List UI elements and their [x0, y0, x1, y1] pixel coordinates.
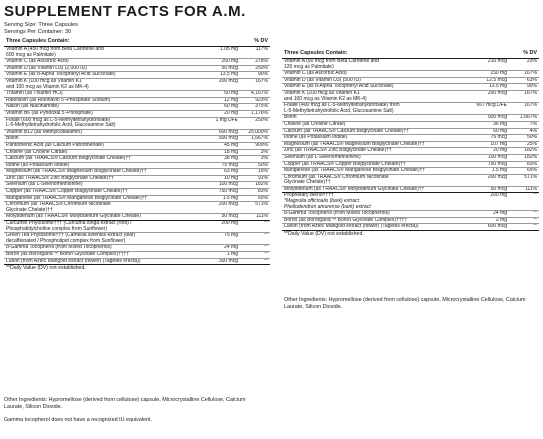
- nutrient-name: [4, 104, 202, 110]
- nutrient-dv: 50%: [526, 135, 537, 141]
- nutrient-amount: 150 mg: [490, 71, 507, 77]
- nutrient-name: [282, 122, 469, 128]
- nutrient-row: [282, 211, 539, 218]
- nutrient-name: [4, 130, 202, 136]
- nutrient-row: [4, 136, 270, 143]
- nutrient-row: [4, 196, 270, 203]
- nutrient-dv: 278%: [255, 59, 268, 65]
- nutrient-name: [4, 245, 202, 251]
- nutrient-name: [4, 259, 202, 265]
- nutrient-dv: 3%: [260, 149, 268, 155]
- nutrient-name-line: Vitamin A (90 mcg from Beta Carotene and: [284, 59, 379, 64]
- nutrient-row: [4, 111, 270, 118]
- nutrient-dv: 15%: [257, 169, 268, 175]
- nutrient-name: [282, 129, 469, 135]
- nutrient-name-line: and 100 mcg as Vitamin K2 as MK-4): [6, 83, 89, 90]
- nutrient-name-line: 600 mcg as Palmitate): [6, 51, 56, 58]
- nutrient-name: [282, 115, 469, 121]
- nutrient-row: [4, 163, 270, 170]
- nutrient-name: [282, 187, 469, 193]
- nutrient-amount: 750 mcg: [218, 189, 238, 195]
- nutrient-name: [282, 71, 469, 77]
- nutrient-row: [4, 176, 270, 183]
- left-footnote: **Daily Value (DV) not established.: [6, 265, 86, 272]
- nutrient-dv: 167%: [524, 71, 537, 77]
- nutrient-dv: 65%: [257, 195, 268, 201]
- nutrient-name-line: Vitamin K (100 mcg as Vitamin K1: [284, 90, 360, 96]
- nutrient-name: [4, 169, 202, 175]
- nutrient-name-line: 120 mcg as Palmitate): [284, 63, 334, 70]
- nutrient-row: [282, 175, 539, 187]
- nutrient-dv: 4,167%: [251, 91, 268, 97]
- nutrient-name-line: d-Gamma Tocopherol (from Mixed Tocopherols): [6, 245, 112, 251]
- nutrient-name-line: Zinc (as TRAACS® Zinc Bisglycinate Chelate)††: [6, 175, 114, 181]
- nutrient-row: [4, 59, 270, 66]
- nutrient-name: [282, 168, 469, 174]
- nutrient-row: [282, 155, 539, 162]
- nutrient-row: [4, 143, 270, 150]
- nutrient-row: [282, 162, 539, 169]
- nutrient-amount: 107 mg: [490, 141, 507, 147]
- nutrient-name: [282, 84, 469, 90]
- nutrient-amount: 1 mg DFE: [215, 117, 238, 123]
- left-other-ingredients: Other Ingredients: Hypromellose (derived from cellulose) capsule, Microcrystalline Cellulose, Calcium Laurate, Silicon Dioxide.: [4, 397, 246, 410]
- nutrient-row: [282, 78, 539, 85]
- nutrient-row: [282, 71, 539, 78]
- nutrient-name-line: Molybdenum (as TRAACS® Molybdenum Glycinate Chelate)††: [284, 186, 425, 192]
- nutrient-amount: 250 mg: [221, 59, 238, 65]
- nutrient-dv: **: [264, 252, 268, 257]
- nutrient-name-line: Green Tea Phytosome††† (Camellia sinensis extract (leaf): [6, 233, 136, 239]
- nutrient-name: [4, 98, 202, 104]
- nutrient-name: [282, 59, 469, 70]
- nutrient-dv: **: [533, 193, 537, 199]
- nutrient-amount: 75 mcg: [490, 135, 507, 141]
- nutrient-row: [282, 142, 539, 149]
- nutrient-name-line: Copper (as TRAACS® Copper Bisglycinate Chelate)††: [284, 161, 406, 167]
- nutrient-name-line: Folate (600 mcg as L-5-Methyltetrahydrofolate): [6, 117, 111, 123]
- nutrient-row: [282, 218, 539, 225]
- supplement-title: SUPPLEMENT FACTS FOR A.M.: [4, 3, 246, 20]
- nutrient-amount: 75 mg: [224, 233, 238, 239]
- nutrient-name: [4, 163, 202, 169]
- nutrient-amount: 500 mcg: [487, 115, 507, 121]
- nutrient-amount: 60 mg: [224, 104, 238, 110]
- nutrient-name: [4, 176, 202, 182]
- nutrient-dv: 571%: [255, 202, 268, 208]
- nutrient-amount: 200 mg: [221, 221, 238, 227]
- nutrient-row: [282, 193, 539, 211]
- nutrient-name-line: Vitamin C (as Ascorbic Acid): [6, 59, 69, 65]
- nutrient-row: [4, 91, 270, 98]
- nutrient-amount: 18 mg: [224, 149, 238, 155]
- nutrient-amount: 200 mcg: [218, 78, 238, 84]
- nutrient-name-line: d-Gamma Tocopherol (from Mixed Tocopherols): [284, 211, 390, 217]
- nutrient-name-line: Selenium (as L-Selenomethionine): [284, 154, 361, 160]
- nutrient-amount: 100 mcg: [487, 154, 507, 160]
- nutrient-row: [4, 214, 270, 221]
- nutrient-amount: 12.5 mcg: [486, 77, 507, 83]
- nutrient-dv: 3%: [260, 156, 268, 162]
- nutrient-row: [282, 122, 539, 129]
- nutrient-name-line: Niacin (as Niacinamide): [6, 104, 59, 110]
- nutrient-name-line: Vitamin K (100 mcg as Vitamin K1: [6, 78, 82, 84]
- nutrient-amount: 50 mcg: [490, 186, 507, 192]
- nutrient-dv: **: [264, 233, 268, 239]
- nutrient-name: [282, 211, 469, 217]
- nutrient-amount: 13.5 mg: [488, 84, 507, 90]
- nutrient-amount: 45 mg: [224, 142, 238, 148]
- nutrient-dv: 1,667%: [520, 115, 537, 121]
- nutrient-name-line: Calcium (as TRAACS® Calcium Bisglycinate Chelate)††: [6, 156, 132, 162]
- nutrient-dv: 50%: [257, 162, 268, 168]
- nutrient-amount: 20 mg: [493, 148, 507, 154]
- nutrient-row: [4, 104, 270, 111]
- nutrient-name-line: Lutein (from Aztec Marigold extract (flower) (Tagetes erecta)): [284, 224, 419, 230]
- nutrient-row: [282, 129, 539, 136]
- nutrient-amount: 75 mcg: [221, 162, 238, 168]
- nutrient-row: [4, 245, 270, 252]
- nutrient-row: [4, 150, 270, 157]
- nutrient-row: [4, 259, 270, 266]
- nutrient-row: [4, 156, 270, 163]
- nutrient-name: [282, 103, 469, 114]
- nutrient-name-line: Boron (as Bororganic™ Boron Glycinate Complex)††††: [6, 252, 130, 257]
- nutrient-dv: 1,667%: [251, 136, 268, 142]
- nutrient-name-line: Phosphatidylcholine complex from Sunflower): [6, 225, 108, 232]
- nutrient-amount: 200 mcg: [487, 174, 507, 180]
- nutrient-row: [282, 59, 539, 71]
- nutrient-dv: 91%: [257, 175, 268, 181]
- nutrient-name: [282, 162, 469, 168]
- nutrient-dv: 65%: [526, 168, 537, 174]
- nutrient-name: [282, 224, 469, 230]
- nutrient-name: [4, 202, 202, 213]
- nutrient-name: [4, 233, 202, 244]
- nutrient-name-line: Vitamin B6 (as Pyridoxal 5'-Phosphate): [6, 110, 93, 116]
- nutrient-row: [282, 135, 539, 142]
- nutrient-amount: 2 mg: [495, 217, 507, 223]
- nutrient-amount: 210 mcg: [487, 59, 507, 64]
- nutrient-name-line: Vitamin A (450 mcg from Beta Carotene and: [6, 47, 104, 52]
- nutrient-amount: 38 mg: [224, 156, 238, 162]
- nutrient-name: [4, 196, 202, 202]
- nutrient-dv: 250%: [255, 65, 268, 71]
- right-footnote: **Daily Value (DV) not established.: [284, 231, 364, 238]
- nutrient-name: [4, 79, 202, 90]
- nutrient-dv: 182%: [524, 148, 537, 154]
- nutrient-dv: 167%: [524, 90, 537, 96]
- nutrient-name-line: Thiamin (as Thiamin HCl): [6, 91, 63, 97]
- nutrient-name-line: Iodine (as Potassium Iodide): [6, 162, 70, 168]
- nutrient-dv: 111%: [524, 186, 537, 192]
- nutrient-row: [4, 221, 270, 233]
- nutrient-row: [4, 98, 270, 105]
- nutrient-amount: 100 mcg: [218, 182, 238, 188]
- nutrient-name: [282, 155, 469, 161]
- nutrient-name: [282, 142, 469, 148]
- nutrient-row: [4, 233, 270, 245]
- nutrient-row: [4, 182, 270, 189]
- nutrient-name: [4, 111, 202, 117]
- nutrient-name-line: Copper (as TRAACS® Copper Bisglycinate Chelate)††: [6, 189, 128, 195]
- nutrient-amount: 750 mcg: [487, 161, 507, 167]
- nutrient-amount: 200 mg: [490, 193, 507, 199]
- nutrient-name: [4, 189, 202, 195]
- nutrient-dv: 900%: [255, 142, 268, 148]
- nutrient-name-line: Manganese (as TRAACS® Manganese Bisglycinate Chelate)††: [284, 168, 426, 174]
- nutrient-name-line: Glycinate Chelate)††: [284, 179, 331, 186]
- nutrient-row: [282, 84, 539, 91]
- nutrient-name-line: Biotin: [284, 115, 297, 121]
- nutrient-amount: 24 mg: [224, 245, 238, 251]
- nutrient-name-line: L-5-Methyltetrahydrofolic Acid, Glucosamine Salt): [6, 122, 116, 129]
- nutrient-row: [4, 118, 270, 130]
- nutrient-row: [4, 252, 270, 259]
- nutrient-amount: 63 mg: [224, 169, 238, 175]
- nutrient-name: [4, 252, 202, 258]
- nutrient-name-line: Magnesium (as TRAACS® Magnesium Bisglycinate Chelate)††: [6, 169, 147, 175]
- nutrient-amount: 1.5 mg: [222, 195, 238, 201]
- nutrient-name-line: Vitamin B12 (as Methylcobalamin): [6, 129, 82, 135]
- nutrient-name-line: Biotin: [6, 136, 19, 142]
- nutrient-name: [282, 218, 469, 224]
- nutrient-name-line: and 100 mcg as Vitamin K2 as MK-4): [284, 95, 367, 102]
- nutrient-name-line: Choline (as Choline Citrate): [6, 149, 68, 155]
- nutrient-name-line: Pantothenic Acid (as Calcium Pantothenate): [6, 142, 104, 148]
- nutrient-name-line: Selenium (as L-Selenomethionine): [6, 182, 83, 188]
- nutrient-amount: 500 mcg: [218, 136, 238, 142]
- nutrient-amount: 50 mcg: [221, 65, 238, 71]
- nutrient-name: [282, 148, 469, 154]
- nutrient-dv: 167%: [255, 78, 268, 84]
- nutrient-name: [282, 175, 469, 186]
- nutrient-row: [282, 91, 539, 103]
- nutrient-name-line: Folate (400 mcg as L-5-Methyltetrahydrofolate) from: [284, 103, 400, 109]
- left-header-dv: % DV: [254, 38, 268, 44]
- nutrient-row: [4, 47, 270, 59]
- nutrient-amount: 1.5 mg: [491, 168, 507, 174]
- nutrient-name-line: Chromium (as TRAACS® Chromium Nicotinate: [6, 202, 111, 208]
- nutrient-name: [282, 78, 469, 84]
- nutrient-row: [4, 202, 270, 214]
- nutrient-name-line: Chromium (as TRAACS® Chromium Nicotinate: [284, 174, 389, 180]
- nutrient-row: [4, 66, 270, 73]
- nutrient-name: [4, 214, 202, 220]
- nutrient-name: [4, 59, 202, 65]
- nutrient-row: [4, 169, 270, 176]
- nutrient-amount: 20 mg: [224, 110, 238, 116]
- nutrient-name: [282, 135, 469, 141]
- nutrient-amount: 200 mcg: [218, 202, 238, 208]
- nutrient-name: [4, 143, 202, 149]
- nutrient-row: [282, 103, 539, 115]
- nutrient-row: [282, 148, 539, 155]
- right-header: [282, 50, 539, 59]
- nutrient-dv: **: [264, 245, 268, 251]
- nutrient-amount: 600 mcg: [218, 129, 238, 135]
- nutrient-amount: 12 mg: [224, 97, 238, 103]
- right-header-label: Three Capsules Contain:: [284, 50, 348, 56]
- nutrient-dv: 182%: [524, 154, 537, 160]
- nutrient-dv: 111%: [255, 214, 268, 220]
- nutrient-name-line: Calcium (as TRAACS® Calcium Bisglycinate Chelate)††: [284, 128, 410, 134]
- nutrient-name-line: Phellodendron amurense (bark) extract: [284, 203, 371, 210]
- nutrient-dv: 63%: [526, 77, 537, 83]
- nutrient-amount: 1 mg: [226, 252, 238, 257]
- nutrient-name: [4, 150, 202, 156]
- nutrient-name-line: L-5-Methyltetrahydrofolic Acid, Glucosamine Salt): [284, 107, 394, 114]
- nutrient-name-line: Magnesium (as TRAACS® Magnesium Bisglycinate Chelate)††: [284, 141, 425, 147]
- nutrient-amount: 50 mcg: [221, 214, 238, 220]
- nutrient-dv: **: [533, 217, 537, 223]
- nutrient-row: [4, 72, 270, 79]
- nutrient-dv: **: [533, 224, 537, 230]
- nutrient-amount: 667 mcg DFE: [476, 103, 507, 109]
- nutrient-dv: 1,176%: [251, 110, 268, 116]
- nutrient-dv: 375%: [255, 104, 268, 110]
- nutrient-name: [4, 47, 202, 58]
- left-header-label: Three Capsules Contain:: [6, 38, 70, 44]
- nutrient-dv: 7%: [529, 121, 537, 127]
- nutrient-name: [282, 193, 469, 210]
- nutrient-name-line: Choline (as Choline Citrate): [284, 121, 346, 127]
- nutrient-name-line: Riboflavin (as Riboflavin 5'-Phosphate Sodium): [6, 97, 111, 103]
- nutrient-row: [282, 168, 539, 175]
- nutrient-name-line: decaffeinated / Phospholipid complex from Sunflower): [6, 237, 126, 244]
- nutrient-name: [4, 66, 202, 72]
- nutrient-name-line: Vitamin C (as Ascorbic Acid): [284, 71, 347, 77]
- nutrient-dv: 117%: [255, 47, 268, 52]
- nutrient-row: [282, 115, 539, 122]
- nutrient-name: [4, 182, 202, 188]
- nutrient-name-line: Lutein (from Aztec Marigold extract (flower) (Tagetes erecta)): [6, 258, 141, 264]
- nutrient-name-line: Curcumin Phytosome††† (Curcuma longa extract (root) /: [6, 221, 132, 227]
- right-rows: [282, 59, 539, 231]
- nutrient-row: [282, 224, 539, 231]
- nutrient-name: [4, 136, 202, 142]
- nutrient-name-line: Iodine (as Potassium Iodide): [284, 135, 348, 141]
- right-facts-panel: [282, 50, 539, 290]
- nutrient-name-line: Vitamin E (as d-Alpha Tocopheryl Acid Succinate): [6, 72, 116, 78]
- nutrient-name-line: Vitamin E (as d-Alpha Tocopheryl Acid Succinate): [284, 84, 394, 90]
- nutrient-dv: 90%: [526, 84, 537, 90]
- nutrient-dv: 182%: [255, 182, 268, 188]
- nutrient-dv: 923%: [255, 97, 268, 103]
- nutrient-name-line: *Magnolia officinalis (bark) extract: [284, 198, 360, 205]
- nutrient-name: [4, 91, 202, 97]
- gamma-note: Gamma tocopherol does not have a recognized IU equivalent.: [4, 417, 153, 423]
- nutrient-dv: 90%: [257, 72, 268, 78]
- nutrient-amount: 200 mcg: [487, 90, 507, 96]
- nutrient-dv: 25,000%: [248, 129, 268, 135]
- nutrient-dv: 4%: [529, 128, 537, 134]
- nutrient-name-line: Manganese (as TRAACS® Manganese Bisglycinate Chelate)††: [6, 195, 148, 201]
- nutrient-name: [4, 72, 202, 78]
- servings-per-container: Servings Per Container: 30: [4, 29, 72, 35]
- left-facts-panel: [4, 38, 270, 348]
- nutrient-dv: **: [533, 211, 537, 217]
- nutrient-name-line: Proprietary Blend††††: [284, 193, 334, 199]
- nutrient-dv: 571%: [524, 174, 537, 180]
- nutrient-dv: **: [264, 258, 268, 264]
- left-header: [4, 38, 270, 47]
- nutrient-name-line: Vitamin D (as Vitamin D3) (500 IU): [284, 77, 361, 83]
- nutrient-dv: **: [264, 221, 268, 227]
- nutrient-row: [4, 130, 270, 137]
- nutrient-amount: 10 mg: [224, 175, 238, 181]
- nutrient-dv: 25%: [526, 141, 537, 147]
- nutrient-dv: 83%: [257, 189, 268, 195]
- nutrient-name: [4, 156, 202, 162]
- nutrient-name-line: Vitamin D (as Vitamin D3) (2,000 IU): [6, 65, 87, 71]
- nutrient-name-line: Boron (as Bororganic™ Boron Glycinate Complex)††††: [284, 217, 408, 223]
- nutrient-name-line: Molybdenum (as TRAACS® Molybdenum Glycinate Chelate): [6, 214, 141, 220]
- nutrient-amount: 300 mcg: [218, 258, 238, 264]
- nutrient-amount: 24 mg: [493, 211, 507, 217]
- nutrient-name: [282, 91, 469, 102]
- nutrient-amount: 50 mg: [493, 128, 507, 134]
- nutrient-name-line: Zinc (as TRAACS® Zinc Bisglycinate Chelate)††: [284, 148, 392, 154]
- nutrient-amount: 600 mcg: [487, 224, 507, 230]
- nutrient-row: [4, 79, 270, 91]
- right-header-dv: % DV: [523, 50, 537, 56]
- nutrient-name-line: Glycinate Chelate)††: [6, 206, 53, 213]
- nutrient-dv: 83%: [526, 161, 537, 167]
- nutrient-dv: 167%: [524, 103, 537, 109]
- left-rows: [4, 47, 270, 265]
- nutrient-amount: 13.5 mg: [219, 72, 238, 78]
- nutrient-amount: 36 mg: [493, 121, 507, 127]
- right-other-ingredients: Other Ingredients: Hypromellose (derived from cellulose) capsule, Microcrystalline Cellulose, Calcium Laurate, Silicon Dioxide.: [284, 297, 526, 310]
- nutrient-amount: 50 mg: [224, 91, 238, 97]
- nutrient-amount: 1.05 mg: [219, 47, 238, 52]
- nutrient-row: [4, 189, 270, 196]
- nutrient-name: [4, 118, 202, 129]
- nutrient-name: [4, 221, 202, 232]
- nutrient-dv: 250%: [255, 117, 268, 123]
- nutrient-row: [282, 187, 539, 194]
- nutrient-dv: 23%: [526, 59, 537, 64]
- serving-size: Serving Size: Three Capsules: [4, 22, 78, 28]
